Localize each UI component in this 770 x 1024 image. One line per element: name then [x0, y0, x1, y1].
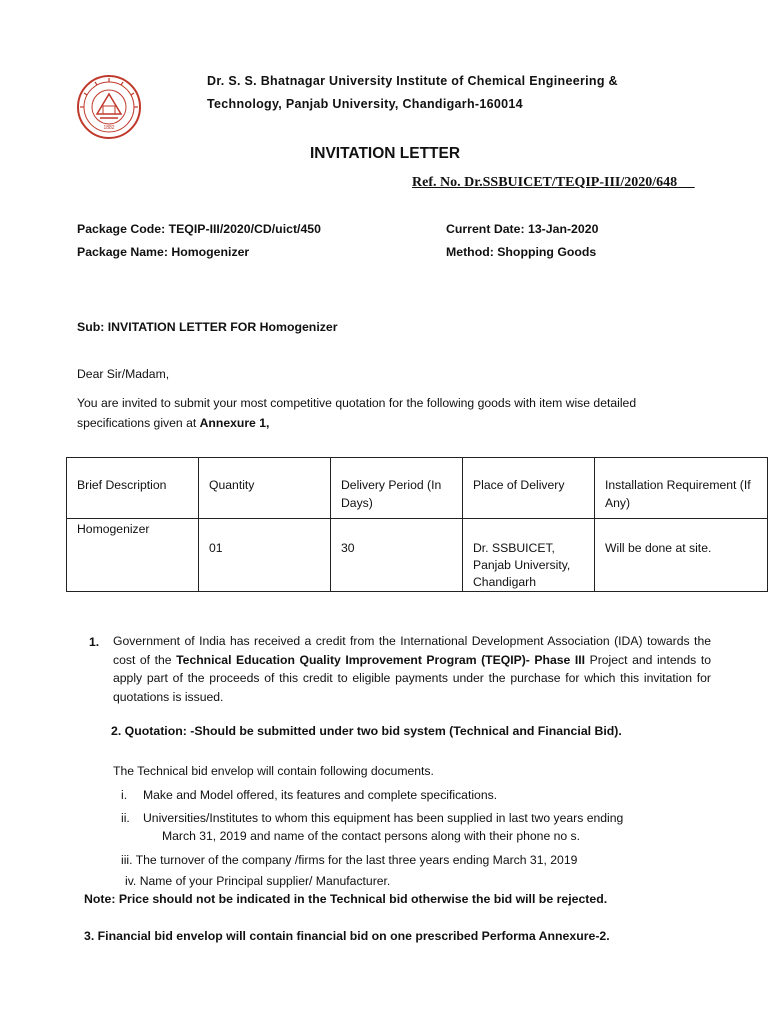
- place-line: Dr. SSBUICET,: [473, 541, 555, 555]
- document-item-text: Name of your Principal supplier/ Manufacturer.: [139, 874, 391, 888]
- document-title: INVITATION LETTER: [309, 145, 461, 162]
- paragraph-1-number: 1.: [89, 635, 100, 649]
- goods-table: [66, 457, 768, 592]
- table-cell: [331, 519, 463, 592]
- cell-installation: Will be done at site.: [605, 541, 712, 555]
- cell-place-of-delivery: [463, 519, 594, 591]
- paragraph-1-text: Government of India has received a credit from the International Development Association (IDA) towards the cost of the: [113, 634, 711, 667]
- document-item-marker: iv.: [125, 874, 137, 888]
- cell-delivery-period: 30: [341, 541, 355, 555]
- header-cell: [67, 458, 199, 519]
- reference-number: Ref. No. Dr.SSBUICET/TEQIP-III/2020/648: [412, 175, 695, 190]
- table-cell: [199, 519, 331, 592]
- document-item: [125, 871, 390, 891]
- quotation-heading: 2. Quotation: -Should be submitted under two bid system (Technical and Financial Bid).: [111, 724, 622, 738]
- teqip-program-name: Technical Education Quality Improvement Program (TEQIP)- Phase III: [176, 652, 586, 667]
- place-line: Chandigarh: [473, 575, 537, 589]
- university-seal-logo: [76, 74, 142, 140]
- procurement-method: Method: Shopping Goods: [446, 245, 597, 259]
- document-item: Make and Model offered, its features and complete specifications.: [143, 788, 498, 802]
- package-code: Package Code: TEQIP-III/2020/CD/uict/450: [77, 222, 321, 236]
- header-delivery-period: Delivery Period (In Days): [341, 478, 442, 510]
- financial-bid-line: 3. Financial bid envelop will contain financial bid on one prescribed Performa Annexure-2.: [84, 929, 610, 943]
- subject-line: Sub: INVITATION LETTER FOR Homogenizer: [77, 320, 338, 334]
- header-cell: [463, 458, 595, 519]
- annexure-reference: Annexure 1,: [199, 416, 270, 430]
- document-item-continued: March 31, 2019 and name of the contact persons along with their phone no s.: [162, 829, 581, 843]
- header-brief-description: Brief Description: [77, 478, 167, 492]
- table-row: [67, 519, 768, 592]
- document-item-marker: i.: [121, 788, 128, 802]
- place-line: Panjab University,: [473, 558, 571, 572]
- intro-line2-text: specifications given at: [77, 416, 200, 430]
- header-installation: Installation Requirement (If Any): [605, 478, 751, 510]
- paragraph-1: [113, 632, 711, 706]
- technical-bid-intro: The Technical bid envelop will contain following documents.: [113, 764, 434, 778]
- table-cell: [67, 519, 199, 592]
- package-name: Package Name: Homogenizer: [77, 245, 250, 259]
- document-item: Universities/Institutes to whom this equipment has been supplied in last two years ending: [143, 811, 624, 825]
- intro-line1: You are invited to submit your most competitive quotation for the following goods with item wise detailed: [77, 396, 637, 410]
- document-item-text: The turnover of the company /firms for the last three years ending March 31, 2019: [135, 853, 578, 867]
- salutation: Dear Sir/Madam,: [77, 367, 170, 381]
- header-cell: [331, 458, 463, 519]
- institute-name-line1: Dr. S. S. Bhatnagar University Institute of Chemical Engineering &: [207, 74, 618, 88]
- document-item-marker: iii.: [121, 853, 133, 867]
- institute-name-line2: Technology, Panjab University, Chandigarh-160014: [207, 97, 523, 111]
- header-quantity: Quantity: [209, 478, 255, 492]
- header-cell: [595, 458, 768, 519]
- paragraph-1-text-end: Project and intends to apply part of the proceeds of this credit to eligible payments under the purchase for which this invitation for quotations is issued.: [113, 652, 711, 704]
- table-cell: [595, 519, 768, 592]
- seal-year: 1882: [103, 125, 115, 131]
- document-item: [121, 850, 577, 870]
- cell-quantity: 01: [209, 541, 223, 555]
- intro-line2: [77, 413, 269, 433]
- header-cell: [199, 458, 331, 519]
- current-date: Current Date: 13-Jan-2020: [446, 222, 599, 236]
- cell-description: Homogenizer: [77, 522, 150, 536]
- header-place-of-delivery: Place of Delivery: [473, 478, 565, 492]
- document-item-marker: ii.: [121, 811, 130, 825]
- price-note: Note: Price should not be indicated in the Technical bid otherwise the bid will be rejected.: [84, 892, 608, 906]
- table-cell: [463, 519, 595, 592]
- table-header-row: [67, 458, 768, 519]
